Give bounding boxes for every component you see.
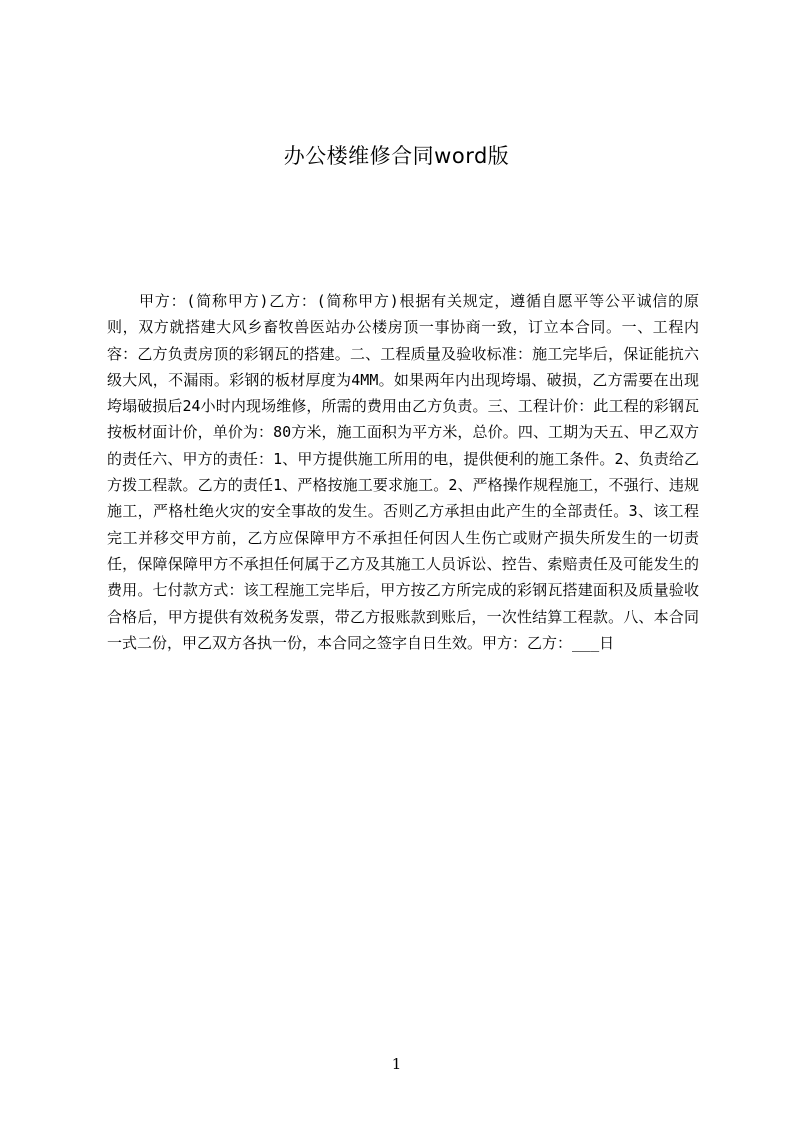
document-title: 办公楼维修合同word版 [283, 144, 510, 168]
page-number: 1 [391, 1055, 402, 1073]
contract-body-text: 甲方：(简称甲方)乙方：(简称甲方)根据有关规定，遵循自愿平等公平诚信的原则，双方就搭建大风乡畜牧兽医站办公楼房顶一事协商一致，订立本合同。一、工程内容：乙方负责房顶的彩钢瓦的搭建。二、工程质量及验收标准：施工完毕后，保证能抗六级大风，不漏雨。彩钢的板材厚度为4MM。如果两年内出现垮塌、破损，乙方需要在出现垮塌破损后24小时内现场维修，所需的费用由乙方负责。三、工程计价：此工程的彩钢瓦按板材面计价，单价为：80方米，施工面积为平方米，总价。四、工期为天五、甲乙双方的责任六、甲方的责任：1、甲方提供施工所用的电，提供便利的施工条件。2、负责给乙方拨工程款。乙方的责任1、严格按施工要求施工。2、严格操作规程施工，不强行、违规施工，严格杜绝火灾的安全事故的发生。否则乙方承担由此产生的全部责任。3、该工程完工并移交甲方前，乙方应保障甲方不承担任何因人生伤亡或财产损失所发生的一切责任，保障保障甲方不承担任何属于乙方及其施工人员诉讼、控告、索赔责任及可能发生的费用。七付款方式：该工程施工完毕后，甲方按乙方所完成的彩钢瓦搭建面积及质量验收合格后，甲方提供有效税务发票，带乙方报账款到账后，一次性结算工程款。八、本合同一式二份，甲乙双方各执一份，本合同之签字自日生效。甲方：乙方：___日 [107, 292, 699, 652]
